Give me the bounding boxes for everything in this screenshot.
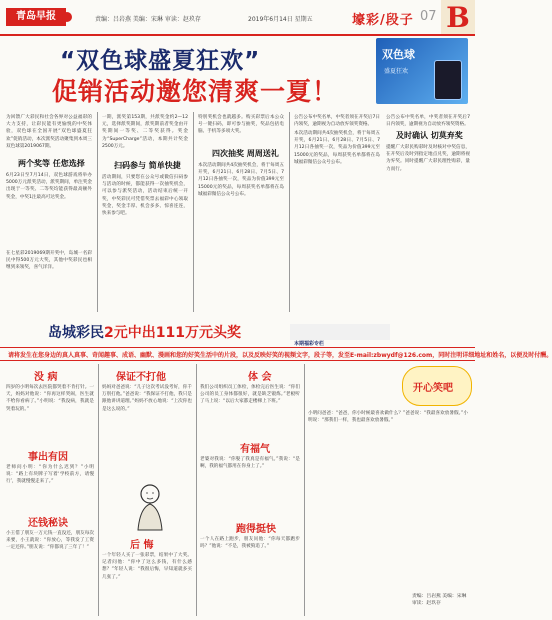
column-divider — [193, 112, 194, 312]
article-paragraph: 公告公布中奖名单，中奖者须在开奖后7日内领奖，逾期视为自动放弃领奖资格。 — [386, 115, 470, 128]
sub-article-box — [290, 324, 390, 340]
column-divider — [196, 364, 197, 616]
sub-headline-black: 岛城彩民 — [48, 325, 104, 341]
column-tag: 本期福彩专栏 — [294, 341, 325, 347]
section-name: 壕彩/段子 — [352, 13, 414, 28]
joke-title: 保证不打他 — [116, 372, 166, 383]
joke-text: 老师问小明：“你为什么迟到？”小明说：“路上有块牌子写着‘学校前方，请慢行’，我就慢慢走来了。” — [6, 465, 94, 485]
notice-rule-top — [0, 347, 475, 348]
logo-dot-icon — [62, 12, 72, 22]
joke-banner-text: 开心笑吧 — [413, 383, 453, 394]
column-divider — [98, 364, 99, 616]
cartoon-illustration — [120, 480, 180, 532]
promo-subtitle: 盛夏狂欢 — [384, 68, 409, 75]
notice-rule-bottom — [0, 360, 475, 361]
submission-notice: 请将发生在您身边的真人真事、奇闻趣事、成语、幽默、漫画和您的好笑生活中的片段，以及反映好笑的视频文字，段子等，发至E-mail:zbwydf@126.com，同时注明详细地址和姓名，以便及时付酬。 — [8, 352, 552, 359]
joke-text: 小明问爸爸：“爸爸，你小时候最喜欢做什么？”爸爸说：“我最喜欢放暑假。”小明说：“那我们一样，我也最喜欢放暑假。” — [308, 411, 468, 424]
joke-title: 没 病 — [34, 372, 58, 383]
page-number: 07 — [420, 9, 437, 24]
joke-title: 有福气 — [240, 444, 270, 455]
sub-headline-red: 2元中出111万元头奖 — [104, 325, 241, 341]
joke-title: 事出有因 — [28, 452, 68, 463]
joke-text: 一个年轻人买了一张彩票，结果中了大奖。记者问他：“你中了这么多钱，有什么感想？”年轻人说：“我很后悔，早知道就多买几张了。” — [102, 553, 192, 580]
article-subhead: 两个奖等 任您选择 — [18, 159, 85, 168]
editors-credit: 责编：吕岩燕 美编：宋琳 审读：赵玖存 — [95, 16, 201, 23]
joke-text: 小王借了朋友一万元钱一直没还，朋友每次来要，小王就说：“你放心，等我发了工资一定还你。”朋友说：“你都说了三年了！” — [6, 531, 94, 551]
article-subhead: 四次抽奖 周周送礼 — [212, 149, 279, 158]
promo-image — [376, 38, 468, 104]
joke-text: 老婆对我说：“你娶了我真是有福气。”我说：“是啊，我的福气都用在你身上了。” — [200, 457, 300, 470]
column-divider — [289, 112, 290, 312]
joke-title: 还钱秘诀 — [28, 518, 68, 529]
column-divider — [97, 112, 98, 312]
issue-date: 2019年6月14日 星期五 — [248, 16, 313, 23]
article-subhead: 扫码参与 简单快捷 — [114, 161, 181, 170]
article-paragraph: 为回馈广大彩民和社会各界对公益福彩的大力支持，让彩民能有更愉悦的中奖体验，双色球在全国开展“双色球盛夏狂欢”促销活动，本次派奖活动聚集到本周三双色球第2019067期。 — [6, 115, 92, 149]
sub-article-headline — [48, 322, 241, 342]
headline-line-1: “双色球盛夏狂欢” — [60, 48, 261, 74]
article-paragraph: 公告公布中奖名单，中奖者须在开奖后7日内领奖，逾期视为自动放弃领奖资格。 — [294, 115, 380, 128]
promo-title: 双色球 — [382, 48, 415, 61]
article-paragraph: 一期，派奖第153期，共派奖金约2—12元，选择派奖期间，派奖期前者奖金由开奖期间一等奖、二等奖获得。奖金为“SuperCharge”活动，本期共计奖金2500万元。 — [102, 115, 188, 149]
joke-title: 体 会 — [248, 372, 272, 383]
article-paragraph: 特别奖机会也就越多。购买彩票后本公众号一键扫码，即可参与抽奖，奖品包括电脑、手机等多项大奖。 — [198, 115, 284, 135]
article-subhead: 及时确认 切莫弃奖 — [396, 131, 463, 140]
joke-text: 妈妈对爸爸说：“儿子这次考试没考好，你千万别打他。”爸爸说：“我保证不打他，我只是跟他讲讲道理。”妈妈不放心地说：“上次你也是这么说的。” — [102, 385, 192, 412]
joke-banner — [402, 366, 472, 406]
joke-title: 后 悔 — [130, 540, 154, 551]
article-paragraph: 活动期间，只要您在公众号或微信扫码参与活动的时候，都能获得一次抽奖机会，可以参与派奖活动，活动结束后统一开奖，中奖彩民可凭借奖票去福彩中心领取奖金，奖金丰厚、机会多多、惊喜连连，快来参与吧。 — [102, 175, 188, 217]
article-paragraph: 6月23日至7月14日，双色球游戏将举办5000万元派奖活动，派奖期间，单注奖金出现于一等奖、二等奖均能获得最高额外奖金，中奖1注最高可达奖金。 — [6, 173, 92, 200]
article-paragraph: 本次活动期间共4次抽奖机会，将于每周五开奖，6月21日、6月28日、7月5日、7月12日各抽奖一次，奖品为价值399元至15000元的奖品，每周获奖名单都将在岛城福彩微信公众号公布。 — [198, 163, 284, 197]
page-header — [0, 0, 475, 36]
joke-text: 我们公司组织员工体检，体检完后医生说：“你们公司的员工身体都很好，就是缺乏锻炼。”老板听了马上说：“以后大家都走楼梯上下班。” — [200, 385, 300, 405]
header-rule — [0, 34, 475, 36]
headline-line-2: 促销活动邀您清爽一夏！ — [52, 77, 339, 106]
footer-credit: 责编：吕岩燕 美编：宋琳 审读：赵玖存 — [412, 594, 467, 606]
joke-text: 一个人在路上跑步，朋友问他：“你每天都跑步吗？”他说：“不是，我被狗追了。” — [200, 537, 300, 550]
phone-icon — [434, 60, 462, 100]
newspaper-logo: 青岛早报 — [6, 8, 66, 26]
article-paragraph: 在七星彩2019069期开奖中，岛城一名彩民中得500万元大奖，其他中奖彩民也相继到来领奖，喜气洋洋。 — [6, 251, 92, 271]
joke-title: 跑得挺快 — [236, 524, 276, 535]
article-paragraph: 提醒广大彩民购彩时及时核对中奖信息，在开奖后及时到指定地点兑奖，逾期将视为弃奖。同时提醒广大彩民理性购彩，量力而行。 — [386, 145, 470, 172]
section-letter: B — [441, 0, 475, 36]
article-paragraph: 本次活动期间共4次抽奖机会，将于每周五开奖，6月21日、6月28日、7月5日、7月12日各抽奖一次，奖品为价值399元至15000元的奖品，每周获奖名单都将在岛城福彩微信公众号公布。 — [294, 131, 380, 165]
column-divider — [304, 364, 305, 616]
joke-text: 四岁的小明每次去医院都哭着不肯打针。一天，妈妈对他说：“你再这样哭闹，医生就不给你看病了。”小明说：“我没病，我就是哭着玩的。” — [6, 385, 94, 412]
